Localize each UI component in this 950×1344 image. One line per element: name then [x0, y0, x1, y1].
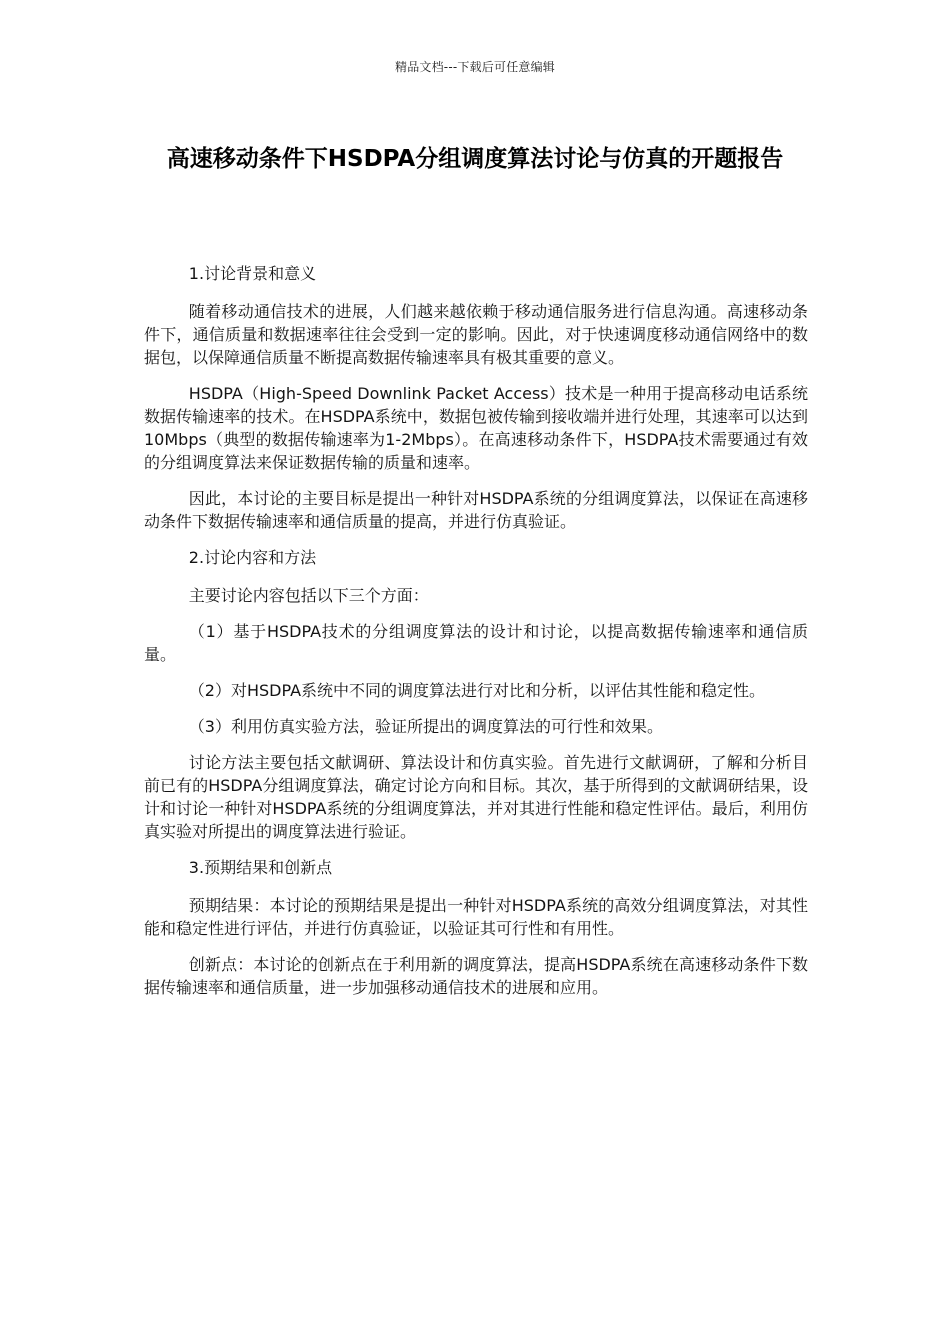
paragraph: 因此，本讨论的主要目标是提出一种针对HSDPA系统的分组调度算法，以保证在高速移动条件下数据传输速率和通信质量的提高，并进行仿真验证。 — [144, 489, 808, 531]
paragraph: 创新点：本讨论的创新点在于利用新的调度算法，提高HSDPA系统在高速移动条件下数据传输速率和通信质量，进一步加强移动通信技术的进展和应用。 — [144, 955, 808, 997]
paragraph: 随着移动通信技术的进展，人们越来越依赖于移动通信服务进行信息沟通。高速移动条件下，通信质量和数据速率往往会受到一定的影响。因此，对于快速调度移动通信网络中的数据包，以保障通信质量不断提高数据传输速率具有极其重要的意义。 — [144, 302, 808, 367]
list-item: （2）对HSDPA系统中不同的调度算法进行对比和分析，以评估其性能和稳定性。 — [188, 681, 766, 700]
section-heading: 1.讨论背景和意义 — [188, 264, 317, 283]
section-heading: 3.预期结果和创新点 — [188, 858, 333, 877]
document-body — [144, 262, 808, 1012]
document-title: 高速移动条件下HSDPA分组调度算法讨论与仿真的开题报告 — [166, 146, 784, 172]
list-item: （3）利用仿真实验方法，验证所提出的调度算法的可行性和效果。 — [188, 717, 663, 736]
paragraph: 讨论方法主要包括文献调研、算法设计和仿真实验。首先进行文献调研，了解和分析目前已有的HSDPA分组调度算法，确定讨论方向和目标。其次，基于所得到的文献调研结果，设计和讨论一种针对HSDPA系统的分组调度算法，并对其进行性能和稳定性评估。最后，利用仿真实验对所提出的调度算法进行验证。 — [144, 753, 808, 841]
section-heading: 2.讨论内容和方法 — [188, 548, 317, 567]
paragraph: 主要讨论内容包括以下三个方面： — [188, 586, 429, 605]
header-note: 精品文档---下载后可任意编辑 — [395, 60, 555, 74]
list-item: （1）基于HSDPA技术的分组调度算法的设计和讨论，以提高数据传输速率和通信质量。 — [144, 622, 808, 664]
paragraph: HSDPA（High-Speed Downlink Packet Access）技术是一种用于提高移动电话系统数据传输速率的技术。在HSDPA系统中，数据包被传输到接收端并进行处理，其速率可以达到10Mbps（典型的数据传输速率为1-2Mbps）。在高速移动条件下，HSDPA技术需要通过有效的分组调度算法来保证数据传输的质量和速率。 — [144, 384, 808, 472]
paragraph: 预期结果：本讨论的预期结果是提出一种针对HSDPA系统的高效分组调度算法，对其性能和稳定性进行评估，并进行仿真验证，以验证其可行性和有用性。 — [144, 896, 808, 938]
